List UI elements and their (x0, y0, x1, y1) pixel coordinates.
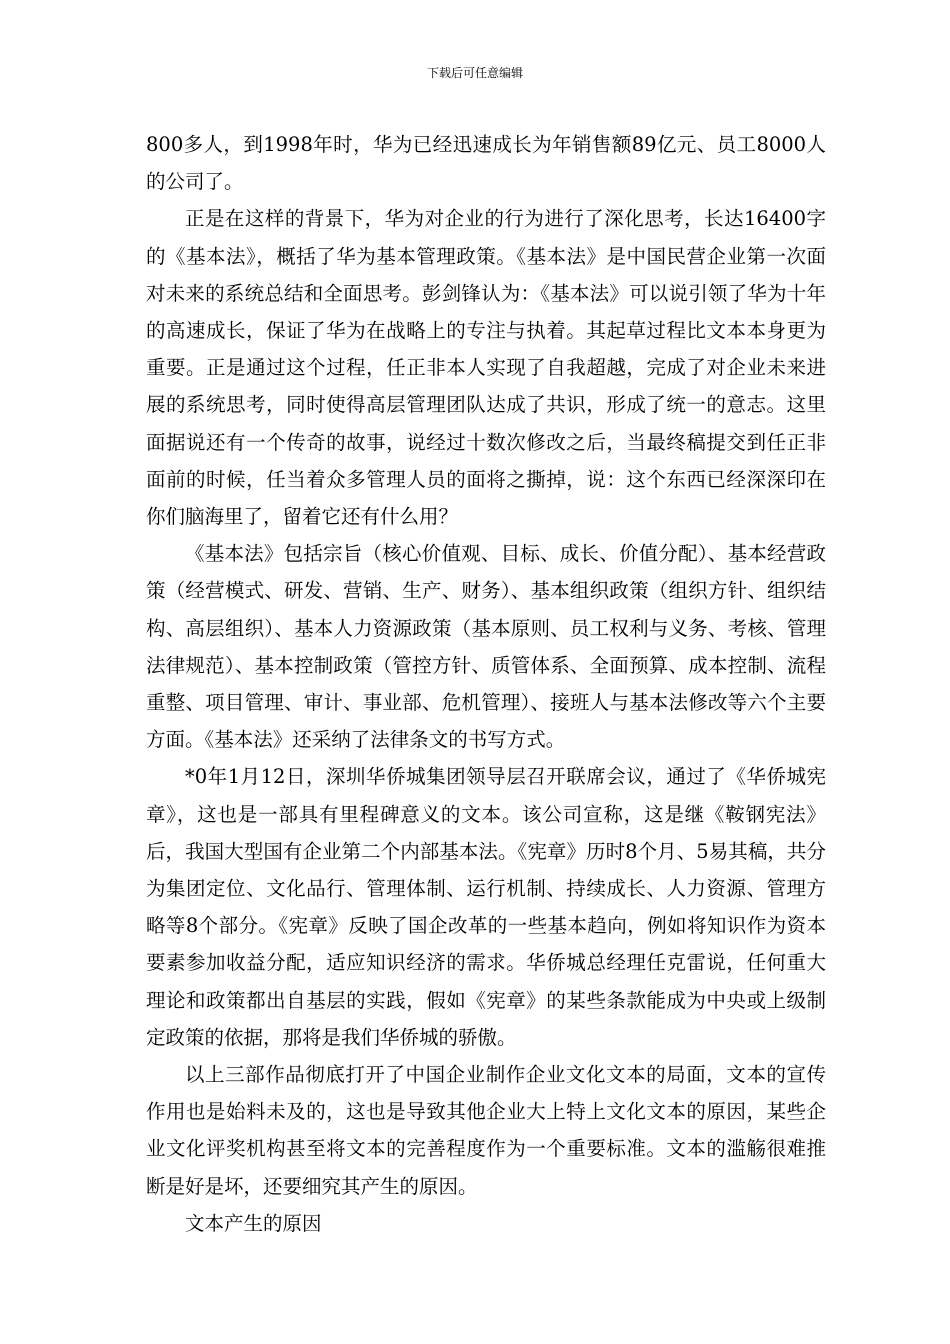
document-body (146, 126, 826, 1242)
paragraph-1: 800多人，到1998年时，华为已经迅速成长为年销售额89亿元、员工8000人的公司了。 (146, 133, 826, 194)
paragraph-4: *0年1月12日，深圳华侨城集团领导层召开联席会议，通过了《华侨城宪章》，这也是一部具有里程碑意义的文本。该公司宣称，这是继《鞍钢宪法》后，我国大型国有企业第二个内部基本法。《宪章》历时8个月、5易其稿，共分为集团定位、文化品行、管理体制、运行机制、持续成长、人力资源、管理方略等8个部分。《宪章》反映了国企改革的一些基本趋向，例如将知识作为资本要素参加收益分配，适应知识经济的需求。华侨城总经理任克雷说，任何重大理论和政策都出自基层的实践，假如《宪章》的某些条款能成为中央或上级制定政策的依据，那将是我们华侨城的骄傲。 (146, 765, 826, 1049)
page-header: 下载后可任意编辑 (426, 66, 523, 80)
section-heading: 文本产生的原因 (185, 1211, 322, 1235)
paragraph-5: 以上三部作品彻底打开了中国企业制作企业文化文本的局面，文本的宣传作用也是始料未及的，这也是导致其他企业大上特上文化文本的原因，某些企业文化评奖机构甚至将文本的完善程度作为一个重要标准。文本的滥觞很难推断是好是坏，还要细究其产生的原因。 (146, 1063, 826, 1198)
paragraph-2: 正是在这样的背景下，华为对企业的行为进行了深化思考，长达16400字的《基本法》，概括了华为基本管理政策。《基本法》是中国民营企业第一次面对未来的系统总结和全面思考。彭剑锋认为：《基本法》可以说引领了华为十年的高速成长，保证了华为在战略上的专注与执着。其起草过程比文本本身更为重要。正是通过这个过程，任正非本人实现了自我超越，完成了对企业未来进展的系统思考，同时使得高层管理团队达成了共识，形成了统一的意志。这里面据说还有一个传奇的故事，说经过十数次修改之后，当最终稿提交到任正非面前的时候，任当着众多管理人员的面将之撕掉，说：这个东西已经深深印在你们脑海里了，留着它还有什么用？ (146, 207, 826, 529)
paragraph-3: 《基本法》包括宗旨（核心价值观、目标、成长、价值分配）、基本经营政策（经营模式、研发、营销、生产、财务）、基本组织政策（组织方针、组织结构、高层组织）、基本人力资源政策（基本原则、员工权利与义务、考核、管理法律规范）、基本控制政策（管控方针、质管体系、全面预算、成本控制、流程重整、项目管理、审计、事业部、危机管理）、接班人与基本法修改等六个主要方面。《基本法》还采纳了法律条文的书写方式。 (146, 542, 826, 752)
